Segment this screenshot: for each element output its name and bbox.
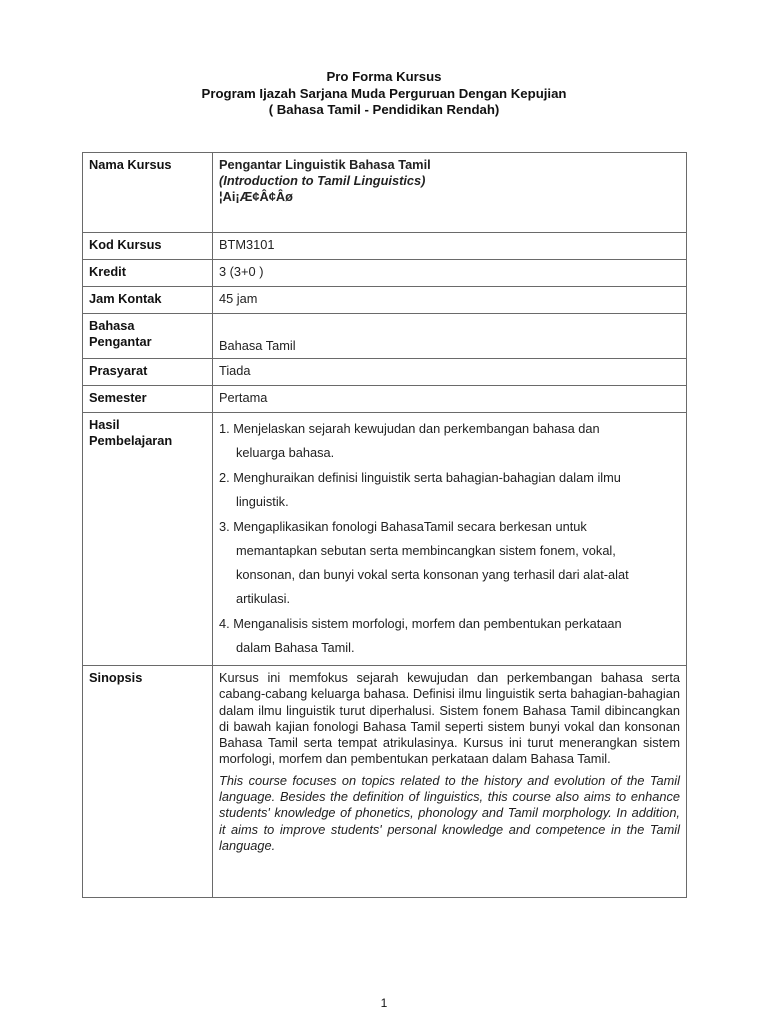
header-program: Program Ijazah Sarjana Muda Perguruan Dengan Kepujian xyxy=(201,85,567,101)
label-semester: Semester xyxy=(83,386,213,413)
value-prasyarat: Tiada xyxy=(213,359,687,386)
value-nama-kursus xyxy=(213,153,687,233)
row-jam-kontak xyxy=(83,287,687,314)
row-kod-kursus xyxy=(83,233,687,260)
label-kredit: Kredit xyxy=(83,260,213,287)
label-sinopsis: Sinopsis xyxy=(83,666,213,898)
outcome-line: linguistik. xyxy=(236,494,289,509)
document-header xyxy=(0,69,768,119)
synopsis-malay: Kursus ini memfokus sejarah kewujudan dan perkembangan bahasa serta cabang-cabang keluarga bahasa. Definisi ilmu linguistik serta bahagian-bahagian dalam ilmu linguistik turut diperhalusi. Sistem fonem Bahasa Tamil dibincangkan di bawah kajian fonologi Bahasa Tamil seperti sistem bunyi vokal dan konsonan Bahasa Tamil serta tempat atrikulasinya. Kursus ini turut menerangkan sistem morfologi, morfem dan pembentukan perkataan dalam Bahasa Tamil. xyxy=(219,670,680,767)
row-semester xyxy=(83,386,687,413)
label-hasil-line2: Pembelajaran xyxy=(89,433,173,448)
learning-outcome-item xyxy=(219,466,680,514)
label-hasil-pembelajaran xyxy=(83,413,213,666)
row-sinopsis xyxy=(83,666,687,898)
row-hasil-pembelajaran xyxy=(83,413,687,666)
label-nama-kursus: Nama Kursus xyxy=(83,153,213,233)
value-kod-kursus: BTM3101 xyxy=(213,233,687,260)
synopsis-english: This course focuses on topics related to the history and evolution of the Tamil language. Besides the definition of linguistics, this course also aims to enhance students' knowledge of phonetics, phonology and Tamil morphology. In addition, it aims to improve students' personal knowledge and competence in the Tamil language. xyxy=(219,772,680,853)
outcome-line: 3. Mengaplikasikan fonologi BahasaTamil secara berkesan untuk xyxy=(219,519,587,534)
page-number: 1 xyxy=(380,996,388,1010)
course-title-en: (Introduction to Tamil Linguistics) xyxy=(219,173,426,188)
row-nama-kursus xyxy=(83,153,687,233)
outcome-line: 1. Menjelaskan sejarah kewujudan dan perkembangan bahasa dan xyxy=(219,421,600,436)
outcome-line: konsonan, dan bunyi vokal serta konsonan yang terhasil dari alat-alat xyxy=(236,567,629,582)
outcome-line: keluarga bahasa. xyxy=(236,445,335,460)
outcome-line: memantapkan sebutan serta membincangkan sistem fonem, vokal, xyxy=(236,543,616,558)
course-proforma-table xyxy=(82,152,687,898)
label-bahasa-line2: Pengantar xyxy=(89,334,152,349)
value-hasil-pembelajaran xyxy=(213,413,687,666)
value-semester: Pertama xyxy=(213,386,687,413)
value-sinopsis xyxy=(213,666,687,898)
outcome-line: dalam Bahasa Tamil. xyxy=(236,640,355,655)
header-title: Pro Forma Kursus xyxy=(326,69,442,84)
learning-outcome-item xyxy=(219,417,680,465)
label-bahasa-pengantar xyxy=(83,314,213,359)
course-title-tamil: ¦Ai¡Æ¢Â¢Âø xyxy=(219,189,293,204)
label-jam-kontak: Jam Kontak xyxy=(83,287,213,314)
label-hasil-line1: Hasil xyxy=(89,417,120,432)
outcome-line: 4. Menganalisis sistem morfologi, morfem dan pembentukan perkataan xyxy=(219,616,622,631)
learning-outcome-item xyxy=(219,612,680,660)
row-prasyarat xyxy=(83,359,687,386)
row-kredit xyxy=(83,260,687,287)
label-bahasa-line1: Bahasa xyxy=(89,318,135,333)
course-title-ms: Pengantar Linguistik Bahasa Tamil xyxy=(219,157,431,172)
learning-outcomes-list xyxy=(219,417,680,660)
label-kod-kursus: Kod Kursus xyxy=(83,233,213,260)
header-subject: ( Bahasa Tamil - Pendidikan Rendah) xyxy=(268,102,500,117)
label-prasyarat: Prasyarat xyxy=(83,359,213,386)
value-bahasa-pengantar: Bahasa Tamil xyxy=(213,314,687,359)
learning-outcome-item xyxy=(219,515,680,611)
value-jam-kontak: 45 jam xyxy=(213,287,687,314)
outcome-line: 2. Menghuraikan definisi linguistik serta bahagian-bahagian dalam ilmu xyxy=(219,470,621,485)
row-bahasa-pengantar xyxy=(83,314,687,359)
value-kredit: 3 (3+0 ) xyxy=(213,260,687,287)
outcome-line: artikulasi. xyxy=(236,591,291,606)
